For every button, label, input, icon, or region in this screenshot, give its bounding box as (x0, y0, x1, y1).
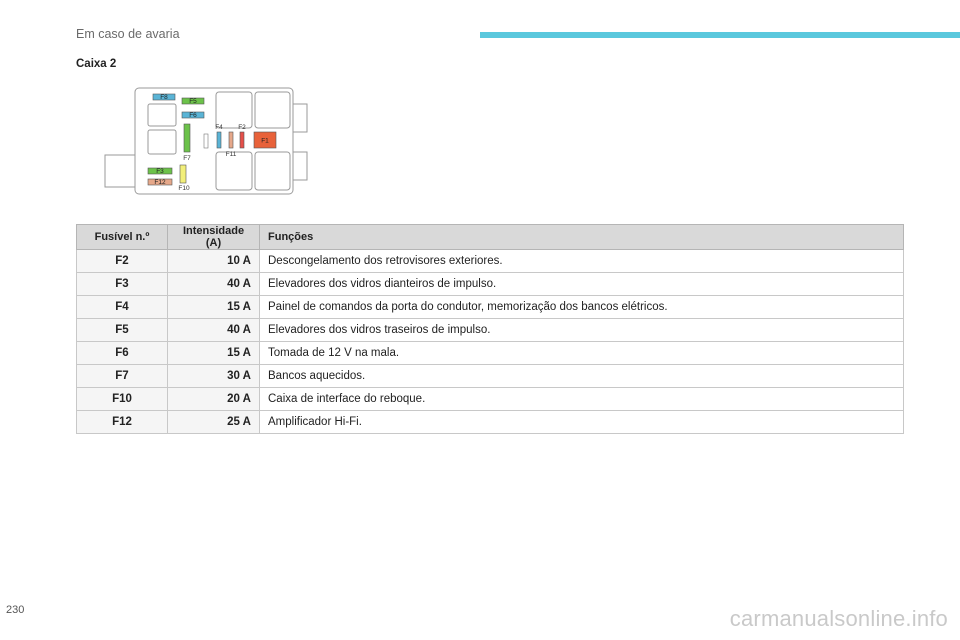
relay-slot (216, 92, 252, 128)
fuse-f10 (180, 165, 186, 183)
table-row (77, 342, 904, 365)
fuse-function: Painel de comandos da porta do condutor, memorização dos bancos elétricos. (260, 296, 904, 319)
fuse-function: Amplificador Hi-Fi. (260, 411, 904, 434)
fuse-f11 (229, 132, 233, 148)
fusebox-left-tab (105, 155, 137, 187)
header-title: Em caso de avaria (76, 27, 180, 41)
table-row (77, 250, 904, 273)
fusebox-right-tab-top (293, 104, 307, 132)
fuse-f2-label: F2 (238, 124, 246, 131)
relay-slot (148, 104, 176, 126)
fuse-function: Elevadores dos vidros traseiros de impulso. (260, 319, 904, 342)
fuse-table (76, 224, 904, 434)
fuse-number: F4 (77, 296, 168, 319)
fuse-function: Elevadores dos vidros dianteiros de impulso. (260, 273, 904, 296)
table-row (77, 273, 904, 296)
fusebox-right-tab-bottom (293, 152, 307, 180)
fuse-f1-label: F1 (261, 137, 269, 145)
fuse-amps: 30 A (168, 365, 260, 388)
fuse-f4-label: F4 (215, 124, 223, 131)
watermark: carmanualsonline.info (729, 606, 948, 631)
fuse-number: F7 (77, 365, 168, 388)
fuse-f8-label: F8 (160, 94, 168, 102)
fuse-f4 (217, 132, 221, 148)
table-row (77, 296, 904, 319)
fuse-f7 (184, 124, 190, 152)
fuse-f12-label: F12 (154, 179, 166, 187)
fuse-f10-label: F10 (178, 185, 190, 192)
column-header-function: Funções (260, 225, 904, 250)
table-row (77, 365, 904, 388)
fuse-amps: 20 A (168, 388, 260, 411)
fuse-function: Tomada de 12 V na mala. (260, 342, 904, 365)
fuse-f11-label: F11 (225, 151, 237, 158)
fuse-f5-label: F5 (189, 98, 197, 106)
fuse-number: F5 (77, 319, 168, 342)
fuse-function: Descongelamento dos retrovisores exteriores. (260, 250, 904, 273)
fuse-f7-label: F7 (183, 155, 191, 162)
fuse-number: F6 (77, 342, 168, 365)
table-row (77, 319, 904, 342)
fuse-f3-label: F3 (156, 168, 164, 176)
fuse-box-diagram (100, 82, 320, 198)
fuse-number: F2 (77, 250, 168, 273)
fuse-number: F3 (77, 273, 168, 296)
fuse-f6-label: F6 (189, 112, 197, 120)
fuse-f2 (240, 132, 244, 148)
section-title: Caixa 2 (76, 58, 117, 70)
fuse-slot-empty (204, 134, 208, 148)
table-row (77, 388, 904, 411)
fuse-amps: 25 A (168, 411, 260, 434)
fuse-amps: 15 A (168, 296, 260, 319)
relay-slot (255, 92, 290, 128)
fuse-amps: 40 A (168, 273, 260, 296)
table-header-row (77, 225, 904, 250)
header-accent-bar (480, 32, 960, 38)
fuse-amps: 40 A (168, 319, 260, 342)
fuse-function: Bancos aquecidos. (260, 365, 904, 388)
relay-slot (255, 152, 290, 190)
fuse-amps: 15 A (168, 342, 260, 365)
column-header-fuse: Fusível n.º (77, 225, 168, 250)
fuse-amps: 10 A (168, 250, 260, 273)
fuse-number: F12 (77, 411, 168, 434)
fuse-function: Caixa de interface do reboque. (260, 388, 904, 411)
column-header-amps: Intensidade (A) (168, 225, 260, 250)
fuse-number: F10 (77, 388, 168, 411)
page-number: 230 (6, 604, 25, 616)
table-row (77, 411, 904, 434)
relay-slot (148, 130, 176, 154)
